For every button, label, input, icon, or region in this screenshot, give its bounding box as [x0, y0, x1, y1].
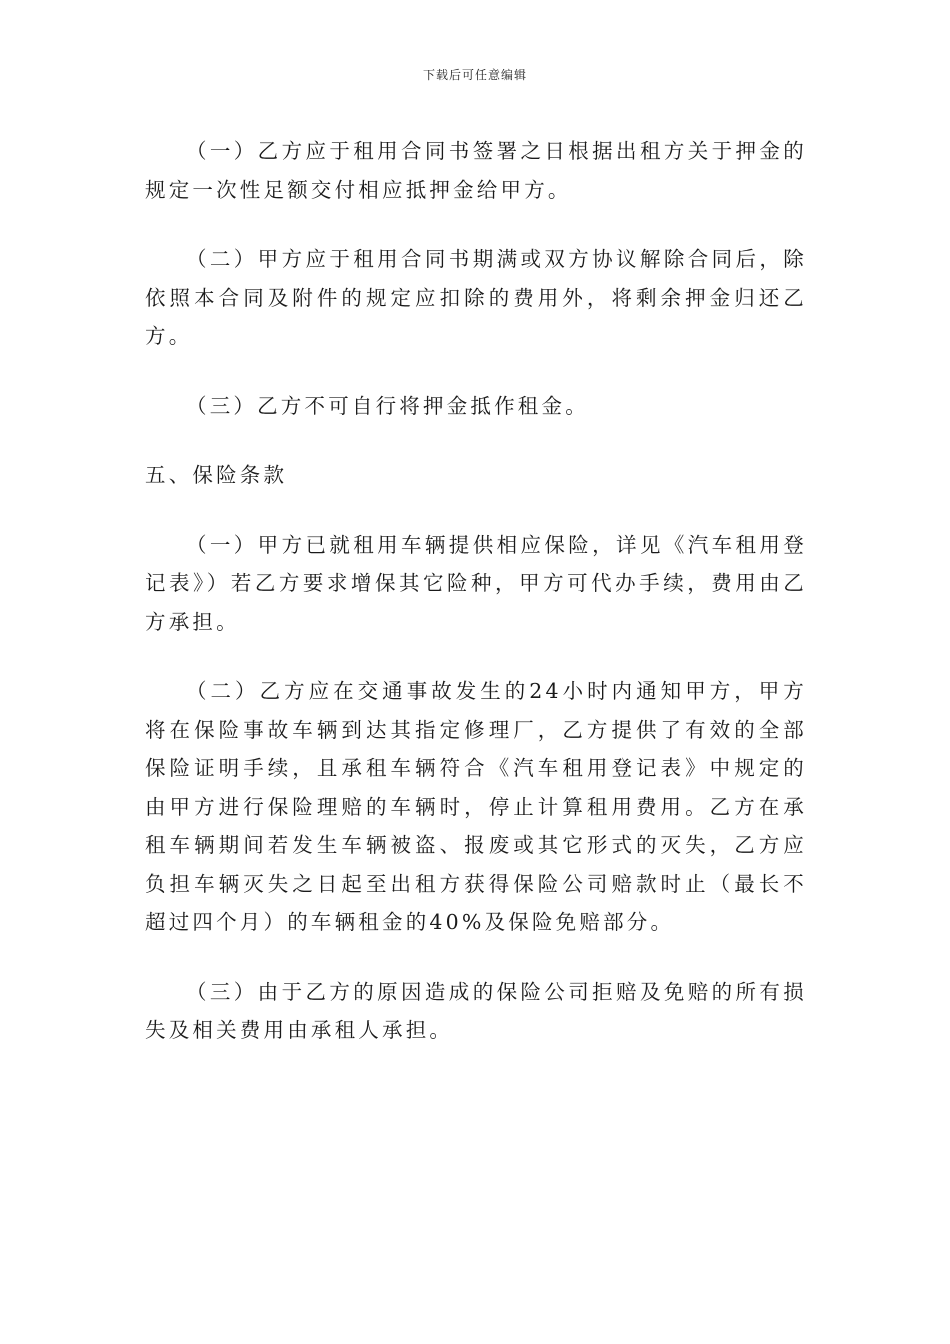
insurance-clause-3: （三）由于乙方的原因造成的保险公司拒赔及免赔的所有损失及相关费用由承租人承担。: [145, 979, 807, 1042]
document-body: [145, 132, 807, 1081]
page-header: 下载后可任意编辑: [422, 68, 527, 82]
deposit-clause-3: （三）乙方不可自行将押金抵作租金。: [186, 393, 589, 418]
deposit-clause-2: （二）甲方应于租用合同书期满或双方协议解除合同后，除依照本合同及附件的规定应扣除的费用外，将剩余押金归还乙方。: [145, 247, 807, 348]
deposit-clause-1: （一）乙方应于租用合同书签署之日根据出租方关于押金的规定一次性足额交付相应抵押金给甲方。: [145, 139, 807, 202]
insurance-clause-1: （一）甲方已就租用车辆提供相应保险，详见《汽车租用登记表》）若乙方要求增保其它险种，甲方可代办手续，费用由乙方承担。: [145, 532, 807, 634]
section-heading-insurance: 五、保险条款: [145, 463, 288, 487]
insurance-clause-2: （二）乙方应在交通事故发生的24小时内通知甲方，甲方将在保险事故车辆到达其指定修理厂，乙方提供了有效的全部保险证明手续，且承租车辆符合《汽车租用登记表》中规定的由甲方进行保险理赔的车辆时，停止计算租用费用。乙方在承租车辆期间若发生车辆被盗、报废或其它形式的灭失，乙方应负担车辆灭失之日起至出租方获得保险公司赔款时止（最长不超过四个月）的车辆租金的40%及保险免赔部分。: [145, 679, 807, 934]
